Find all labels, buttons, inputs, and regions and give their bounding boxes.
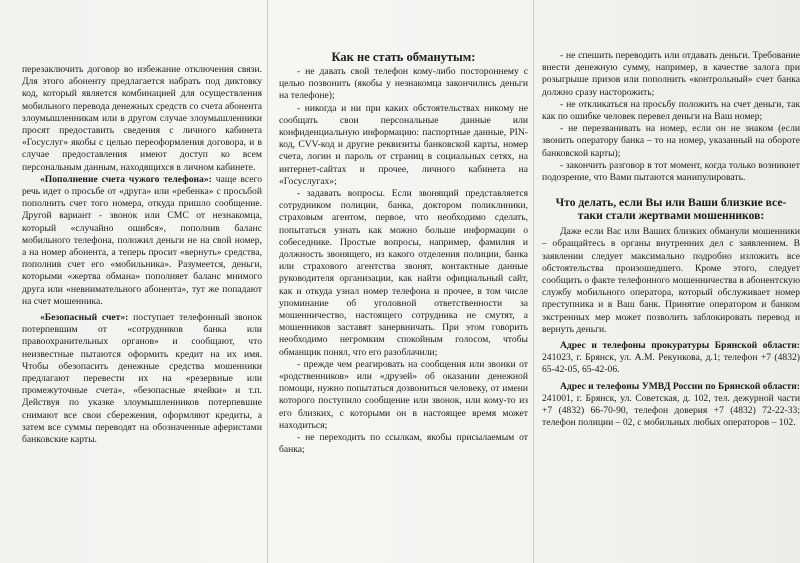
paragraph-phone-topup-title: «Пополнение счета чужого телефона»: — [40, 173, 212, 185]
contact-prosecutor-text: 241023, г. Брянск, ул. А.М. Рекункова, д.1; телефон +7 (4832) 65-42-05, 65-42-06. — [542, 352, 800, 376]
section-title-how-not-to-be-deceived: Как не стать обманутым: — [331, 50, 476, 64]
tip-item: - не перезванивать на номер, если он не знаком (если звонить оператору банка – то на номер, указанный на обороте банковской карты); — [542, 123, 800, 159]
tip-item: - не спешить переводить или отдавать деньги. Требование внести денежную сумму, например, в качестве залога при розыгрыше призов или пополнить «контрольный» счет банка должно сразу насторожить; — [542, 50, 800, 98]
paragraph-phone-topup — [22, 174, 262, 308]
contact-police — [542, 381, 800, 430]
paragraph-contract-scam: перезаключить договор во избежание отключения связи. Для этого абоненту предлагается набрать под диктовку код, который является комбинацией для осуществления мобильного перевода денежных средств со счета абонента злоумышленникам или в другом случае злоумышленники просят предоставить сведения с личного кабинета «Госуслуг» якобы с целью переоформления договора, и в случае предоставления имеют доступ ко всем персональным данным, находящихся в личном кабинете. — [22, 64, 262, 173]
tip-item: - задавать вопросы. Если звонящий представляется сотрудником полиции, банка, доктором поликлиники, страховым агентом, первое, что необходимо сделать, попытаться узнать как можно больше информации о собеседнике. Простые вопросы, например, фамилия и должность звонящего, из какого отделения полиции, банка или страхового агентства звонят, контактные данные руководителя организации, как найти официальный сайт, как и откуда узнал номер телефона и прочее, в том числе упоминание об уголовной ответственности за мошенничество, настоящего сотрудника не смутят, а мошенников заставят занервничать. При этом говорить необходимо негромким спокойным голосом, чтобы обманщик понял, что его разоблачили; — [279, 188, 528, 358]
contact-prosecutor-title: Адрес и телефоны прокуратуры Брянской области: — [560, 340, 800, 352]
paragraph-phone-topup-text: чаще всего речь идет о просьбе от «друга» или «ребенка» с просьбой пополнить счет того номера, откуда пришло сообщение. Другой вариант - звонок или СМС от незнакомца, который «случайно ошибся», пополнив баланс мобильного телефона, положил деньги не на свой номер, а на номер абонента, а теперь просит «вернуть» средства, пополнив счет его «мобильника». Разумеется, деньги, которыми «жертва обмана» пополняет баланс мнимого друга или «невнимательного абонента», тут же попадают на счет мошенника. — [22, 173, 262, 307]
paragraph-safe-account-text: поступает телефонный звонок потерпевшим от «сотрудников банка или правоохранительных органов» и сообщают, что неизвестные пытаются оформить кредит на их имя. Чтобы обезопасить денежные средства мошенники предлагают перевести их на «резервные или промежуточные счета», «безопасные ячейки» и т.п. Действуя по указке злоумышленников потерпевшие снимают все свои сбережения, оформляют кредиты, а затем все суммы переводят на обозначенные аферистами банковские карты. — [22, 312, 262, 446]
tip-item: - никогда и ни при каких обстоятельствах никому не сообщать свои персональные данные или конфиденциальную информацию: паспортные данные, PIN-код, CVV-код и другие реквизиты банковской карты, номер счета, логин и пароль от страниц в социальных сетях, на интернет-сайтах и прочее, личного кабинета на «Госуслугах»; — [279, 102, 528, 187]
section-title-what-to-do: Что делать, если Вы или Ваши близкие все-таки стали жертвами мошенников: — [555, 196, 787, 223]
contact-police-title: Адрес и телефоны УМВД России по Брянской области: — [560, 380, 800, 392]
column-middle — [268, 0, 533, 563]
contact-prosecutor — [542, 340, 800, 377]
paragraph-safe-account-title: «Безопасный счет»: — [40, 312, 129, 324]
contact-police-text: 241001, г. Брянск, ул. Советская, д. 102, тел. дежурной части +7 (4832) 66-70-90, телефон доверия +7 (4832) 72-22-33; телефон полиции – 02, с мобильных любых операторов – 102. — [542, 392, 800, 429]
paragraph-what-to-do: Даже если Вас или Ваших близких обманули мошенники – обращайтесь в органы внутренних дел с заявлением. В заявлении следует максимально подробно изложить все обстоятельства произошедшего. Кроме этого, следует сообщить о факте телефонного мошенничества в абонентскую службу мобильного оператора, который обслуживает номер преступника и в Ваш банк. Принятие оператором и банком экстренных мер может позволить заблокировать перевод и вернуть деньги. — [542, 226, 800, 335]
tip-item: - не переходить по ссылкам, якобы присылаемым от банка; — [279, 432, 528, 456]
column-left — [0, 0, 268, 563]
tip-item: - не откликаться на просьбу положить на счет деньги, так как по ошибке человек перевел деньги на Ваш номер; — [542, 98, 800, 123]
tip-item: - закончить разговор в тот момент, когда только возникнет подозрение, что Вами пытаются манипулировать. — [542, 159, 800, 184]
paragraph-safe-account — [22, 312, 262, 446]
column-right — [533, 0, 800, 563]
tip-item: - прежде чем реагировать на сообщения или звонки от «родственников» или «друзей» об оказании денежной помощи, нужно попытаться дозвониться человеку, от имени которого поступило сообщение или звонок, или кому-то из его близких, с которыми он в настоящее время может находиться; — [279, 358, 528, 431]
tip-item: - не давать свой телефон кому-либо постороннему с целью позвонить (якобы у незнакомца закончились деньги на телефоне); — [279, 66, 528, 102]
